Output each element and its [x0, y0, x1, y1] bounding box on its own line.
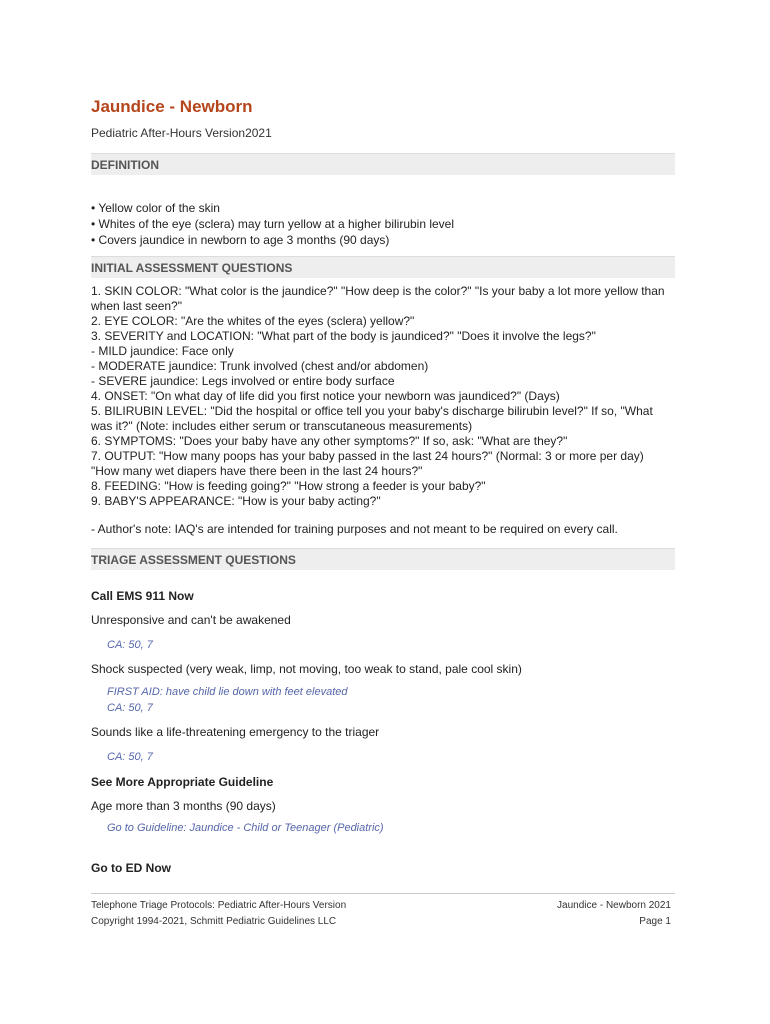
definition-list	[91, 200, 454, 248]
go-ed-heading: Go to ED Now	[91, 861, 171, 875]
definition-heading-text: DEFINITION	[91, 158, 159, 172]
author-note: - Author's note: IAQ's are intended for training purposes and not meant to be required on every call.	[91, 522, 618, 536]
list-item: • Whites of the eye (sclera) may turn yellow at a higher bilirubin level	[91, 217, 455, 231]
triage-question: Sounds like a life-threatening emergency to the triager	[91, 725, 380, 739]
list-item: - SEVERE jaundice: Legs involved or entire body surface	[91, 374, 395, 388]
triage-question: Age more than 3 months (90 days)	[91, 799, 276, 813]
list-item: 8. FEEDING: "How is feeding going?" "How strong a feeder is your baby?"	[91, 479, 486, 493]
care-advice-ref: CA: 50, 7	[107, 702, 153, 714]
list-item: 5. BILIRUBIN LEVEL: "Did the hospital or office tell you your baby's discharge bilirubin level?" If so, "What was it?" (Note: includes either serum or transcutaneous measurements)	[91, 404, 653, 433]
footer-protocol-text: Telephone Triage Protocols: Pediatric After-Hours Version	[91, 900, 347, 911]
page-title: Jaundice - Newborn	[91, 97, 253, 116]
list-item: 6. SYMPTOMS: "Does your baby have any other symptoms?" If so, ask: "What are they?"	[91, 434, 568, 448]
footer-divider	[91, 893, 675, 894]
footer-left	[91, 898, 346, 930]
triage-question: Unresponsive and can't be awakened	[91, 613, 291, 627]
initial-assessment-heading	[91, 256, 675, 278]
footer-doc-title: Jaundice - Newborn 2021	[557, 900, 671, 911]
list-item: 3. SEVERITY and LOCATION: "What part of the body is jaundiced?" "Does it involve the legs?"	[91, 329, 596, 343]
list-item: 4. ONSET: "On what day of life did you first notice your newborn was jaundiced?" (Days)	[91, 389, 560, 403]
list-item: - MODERATE jaundice: Trunk involved (chest and/or abdomen)	[91, 359, 429, 373]
see-more-heading: See More Appropriate Guideline	[91, 775, 274, 789]
list-item: 9. BABY'S APPEARANCE: "How is your baby acting?"	[91, 494, 381, 508]
list-item: • Yellow color of the skin	[91, 201, 220, 215]
care-advice-ref: CA: 50, 7	[107, 639, 153, 651]
list-item: 2. EYE COLOR: "Are the whites of the eyes (sclera) yellow?"	[91, 314, 415, 328]
list-item: 7. OUTPUT: "How many poops has your baby passed in the last 24 hours?" (Normal: 3 or more per day) "How many wet diapers have there been in the last 24 hours?"	[91, 449, 644, 478]
page-subtitle: Pediatric After-Hours Version2021	[91, 126, 272, 140]
list-item: • Covers jaundice in newborn to age 3 months (90 days)	[91, 233, 390, 247]
footer-right	[557, 898, 671, 930]
triage-question: Shock suspected (very weak, limp, not moving, too weak to stand, pale cool skin)	[91, 662, 522, 676]
first-aid-note: FIRST AID: have child lie down with feet elevated	[107, 686, 348, 698]
care-advice-ref: CA: 50, 7	[107, 751, 153, 763]
initial-assessment-heading-text: INITIAL ASSESSMENT QUESTIONS	[91, 261, 293, 275]
list-item: - MILD jaundice: Face only	[91, 344, 234, 358]
definition-heading	[91, 153, 675, 175]
call-ems-heading: Call EMS 911 Now	[91, 589, 194, 603]
footer-copyright: Copyright 1994-2021, Schmitt Pediatric Guidelines LLC	[91, 916, 337, 927]
guideline-link[interactable]: Go to Guideline: Jaundice - Child or Teenager (Pediatric)	[107, 822, 384, 834]
initial-assessment-list	[91, 284, 675, 509]
triage-heading-text: TRIAGE ASSESSMENT QUESTIONS	[91, 553, 296, 567]
list-item: 1. SKIN COLOR: "What color is the jaundice?" "How deep is the color?" "Is your baby a lot more yellow than when last seen?"	[91, 284, 665, 313]
page-number: Page 1	[639, 916, 671, 927]
triage-heading	[91, 548, 675, 570]
